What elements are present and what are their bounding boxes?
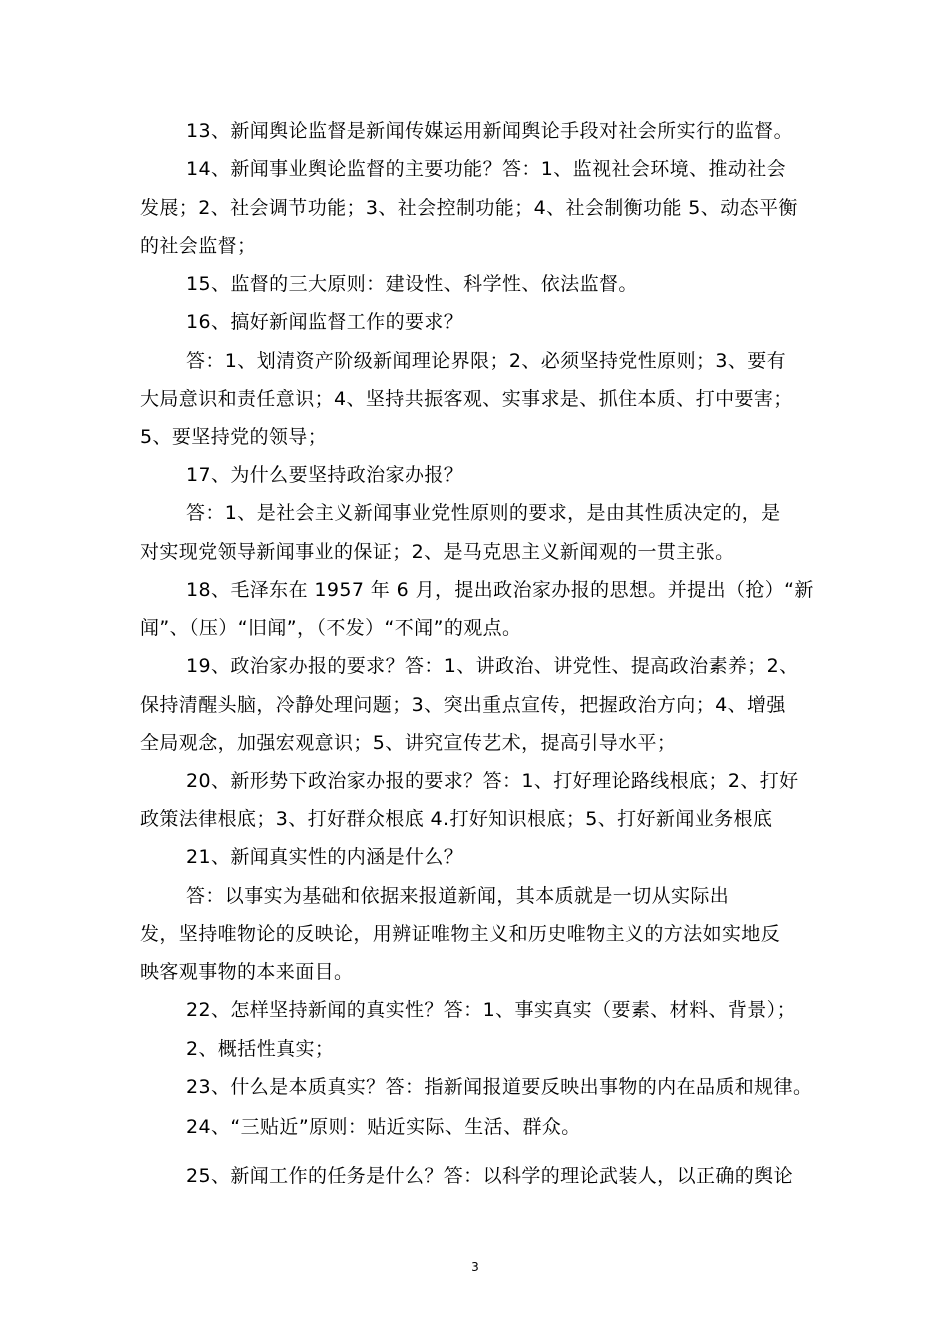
text-line: 17、为什么要坚持政治家办报？: [186, 464, 464, 486]
text-line: 大局意识和责任意识；4、坚持共振客观、实事求是、抓住本质、打中要害；: [140, 388, 793, 410]
text-line: 闻”、（压）“旧闻”，（不发）“不闻”的观点。: [140, 617, 522, 639]
text-line: 答：以事实为基础和依据来报道新闻，其本质就是一切从实际出: [186, 885, 730, 907]
text-line: 21、新闻真实性的内涵是什么？: [186, 846, 464, 868]
text-line: 22、怎样坚持新闻的真实性？答：1、事实真实（要素、材料、背景）；: [186, 999, 796, 1021]
text-line: 发展；2、社会调节功能；3、社会控制功能；4、社会制衡功能 5、动态平衡: [140, 197, 798, 219]
text-line: 政策法律根底；3、打好群众根底 4.打好知识根底；5、打好新闻业务根底: [140, 808, 773, 830]
text-line: 全局观念，加强宏观意识；5、讲究宣传艺术，提高引导水平；: [140, 732, 677, 754]
page-number: 3: [471, 1260, 479, 1274]
text-line: 25、新闻工作的任务是什么？答：以科学的理论武装人，以正确的舆论: [186, 1165, 793, 1187]
text-line: 24、“三贴近”原则：贴近实际、生活、群众。: [186, 1116, 581, 1138]
text-line: 发，坚持唯物论的反映论，用辨证唯物主义和历史唯物主义的方法如实地反: [140, 923, 781, 945]
text-line: 23、什么是本质真实？答：指新闻报道要反映出事物的内在品质和规律。: [186, 1076, 813, 1098]
text-line: 2、概括性真实；: [186, 1038, 335, 1060]
text-line: 的社会监督；: [140, 235, 257, 257]
text-line: 5、要坚持党的领导；: [140, 426, 328, 448]
text-line: 13、新闻舆论监督是新闻传媒运用新闻舆论手段对社会所实行的监督。: [186, 120, 793, 142]
text-line: 20、新形势下政治家办报的要求？答：1、打好理论路线根底；2、打好: [186, 770, 799, 792]
text-line: 映客观事物的本来面目。: [140, 961, 354, 983]
text-line: 保持清醒头脑，冷静处理问题；3、突出重点宣传，把握政治方向；4、增强: [140, 694, 786, 716]
text-line: 答：1、是社会主义新闻事业党性原则的要求，是由其性质决定的，是: [186, 502, 781, 524]
text-line: 16、搞好新闻监督工作的要求？: [186, 311, 464, 333]
text-line: 14、新闻事业舆论监督的主要功能？答：1、监视社会环境、推动社会: [186, 158, 787, 180]
text-line: 答：1、划清资产阶级新闻理论界限；2、必须坚持党性原则；3、要有: [186, 350, 787, 372]
text-line: 18、毛泽东在 1957 年 6 月，提出政治家办报的思想。并提出（抢）“新: [186, 579, 814, 601]
text-line: 15、监督的三大原则：建设性、科学性、依法监督。: [186, 273, 638, 295]
text-line: 19、政治家办报的要求？答：1、讲政治、讲党性、提高政治素养；2、: [186, 655, 799, 677]
text-line: 对实现党领导新闻事业的保证；2、是马克思主义新闻观的一贯主张。: [140, 541, 735, 563]
